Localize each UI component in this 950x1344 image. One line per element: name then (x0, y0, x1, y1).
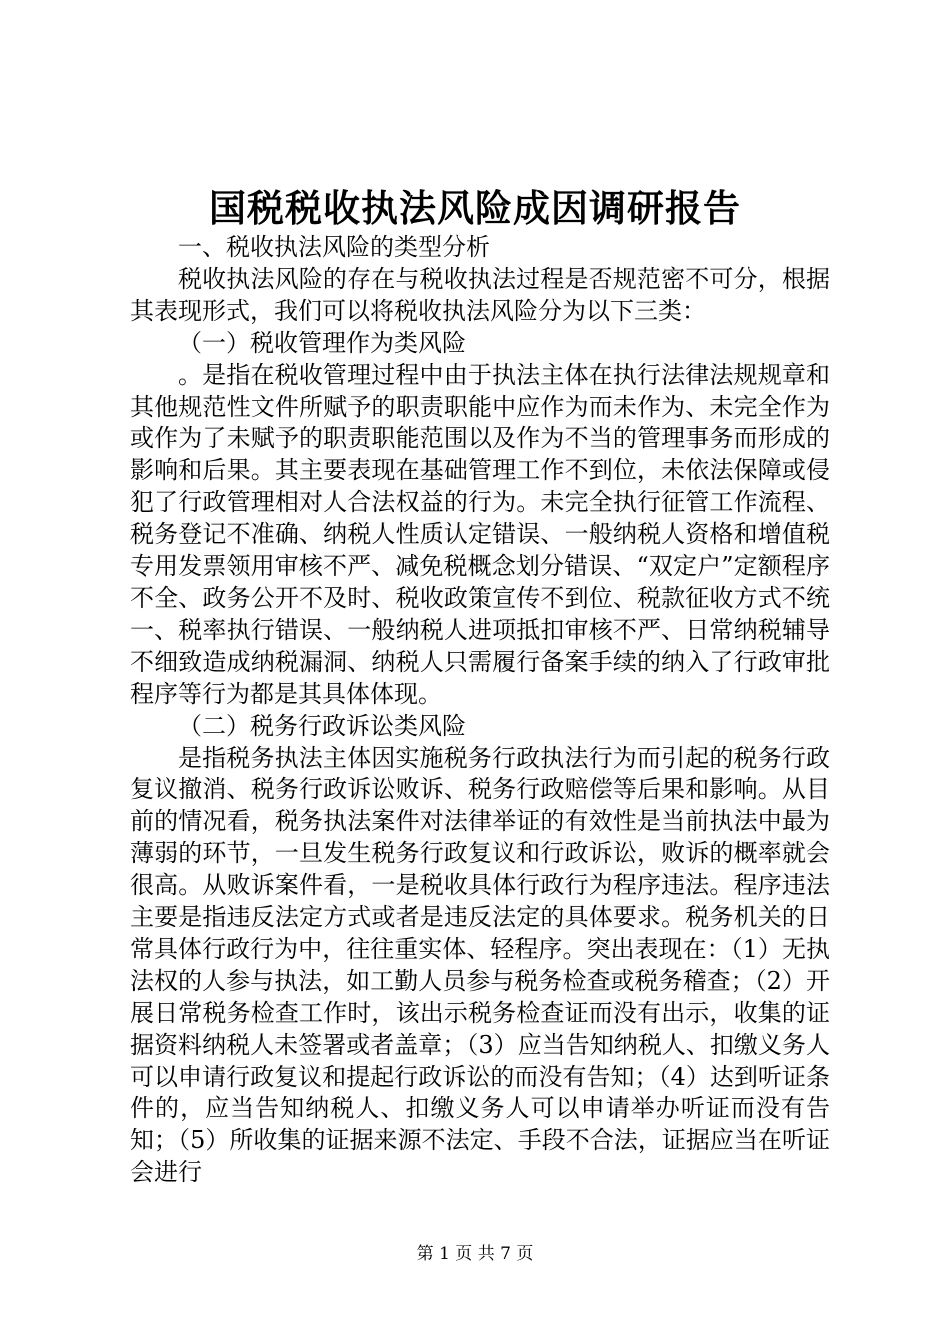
document-body (130, 232, 830, 1189)
page-number-footer: 第 1 页 共 7 页 (416, 1244, 534, 1264)
paragraph-3: 是指税务执法主体因实施税务行政执法行为而引起的税务行政复议撤消、税务行政诉讼败诉、税务行政赔偿等后果和影响。从目前的情况看，税务执法案件对法律举证的有效性是当前执法中最为薄弱的环节，一旦发生税务行政复议和行政诉讼，败诉的概率就会很高。从败诉案件看，一是税收具体行政行为程序违法。程序违法主要是指违反法定方式或者是违反法定的具体要求。税务机关的日常具体行政行为中，往往重实体、轻程序。突出表现在：（1）无执法权的人参与执法，如工勤人员参与税务检查或税务稽查；（2）开展日常税务检查工作时，该出示税务检查证而没有出示，收集的证据资料纳税人未签署或者盖章；（3）应当告知纳税人、扣缴义务人可以申请行政复议和提起行政诉讼的而没有告知；（4）达到听证条件的，应当告知纳税人、扣缴义务人可以申请举办听证而没有告知；（5）所收集的证据来源不法定、手段不合法，证据应当在听证会进行 (130, 743, 830, 1187)
paragraph-2: 。是指在税收管理过程中由于执法主体在执行法律法规规章和其他规范性文件所赋予的职责职能中应作为而未作为、未完全作为或作为了未赋予的职责职能范围以及作为不当的管理事务而形成的影响和后果。其主要表现在基础管理工作不到位，未依法保障或侵犯了行政管理相对人合法权益的行为。未完全执行征管工作流程、税务登记不准确、纳税人性质认定错误、一般纳税人资格和增值税专用发票领用审核不严、减免税概念划分错误、“双定户”定额程序不全、政务公开不及时、税收政策宣传不到位、税款征收方式不统一、税率执行错误、一般纳税人进项抵扣审核不严、日常纳税辅导不细致造成纳税漏洞、纳税人只需履行备案手续的纳入了行政审批程序等行为都是其具体体现。 (130, 360, 830, 708)
section-heading-1: 一、税收执法风险的类型分析 (178, 233, 490, 261)
document-title: 国税税收执法风险成因调研报告 (209, 186, 741, 230)
paragraph-1: 税收执法风险的存在与税收执法过程是否规范密不可分，根据其表现形式，我们可以将税收执法风险分为以下三类： (130, 264, 830, 325)
section-heading-2: （一）税收管理作为类风险 (178, 328, 466, 357)
section-heading-3: （二）税务行政诉讼类风险 (178, 711, 466, 740)
